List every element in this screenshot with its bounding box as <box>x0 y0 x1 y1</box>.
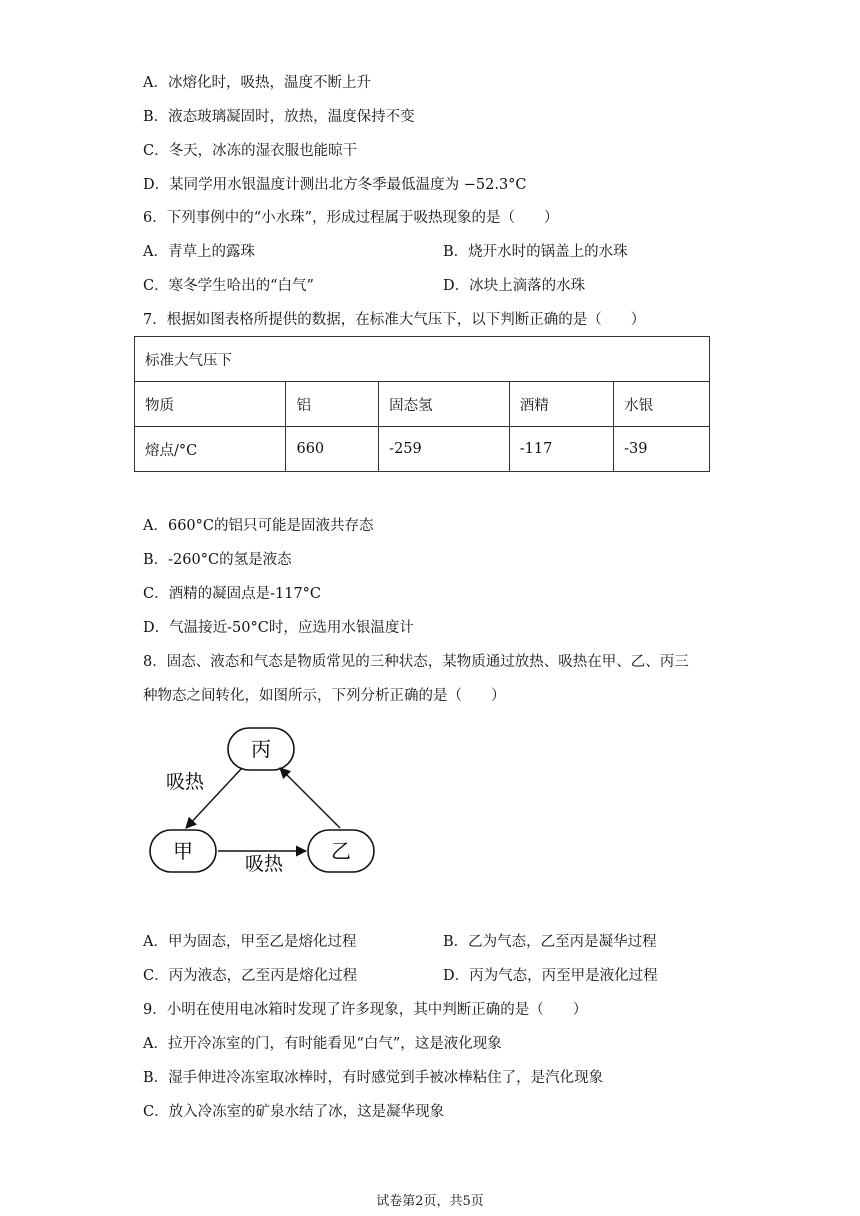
melting-point-table <box>134 336 710 472</box>
text-line: 9．小明在使用电冰箱时发现了许多现象，其中判断正确的是（ ） <box>143 1002 588 1018</box>
edge-label-absorb-left: 吸热 <box>166 771 205 793</box>
table-cell: 酒精 <box>509 382 613 427</box>
node-bing-label: 丙 <box>251 737 271 761</box>
text-line: 8．固态、液态和气态是物质常见的三种状态，某物质通过放热、吸热在甲、乙、丙三 <box>143 654 689 670</box>
table-caption: 标准大气压下 <box>135 337 710 382</box>
table-cell: 铝 <box>286 382 379 427</box>
text-line: C．寒冬学生哈出的“白气” <box>143 278 314 294</box>
text-line: A．青草上的露珠 <box>143 244 255 260</box>
node-jia-label: 甲 <box>173 839 193 863</box>
table-caption-row <box>135 337 710 382</box>
text-line: D．气温接近-50°C时，应选用水银温度计 <box>143 620 414 636</box>
node-yi-label: 乙 <box>331 839 351 863</box>
text-line: A．拉开冷冻室的门，有时能看见“白气”，这是液化现象 <box>143 1036 502 1052</box>
text-line: A．甲为固态，甲至乙是熔化过程 <box>143 934 357 950</box>
option-item: B．乙为气态，乙至丙是凝华过程 <box>443 934 657 950</box>
table-header-row <box>135 382 710 427</box>
text-line: A．冰熔化时，吸热，温度不断上升 <box>143 75 371 91</box>
table-cell: 固态氢 <box>379 382 510 427</box>
edge-label-absorb-bottom: 吸热 <box>245 853 284 875</box>
table-cell: 熔点/°C <box>135 427 286 472</box>
table-cell: -39 <box>614 427 710 472</box>
table-row <box>135 427 710 472</box>
text-line: 7．根据如图表格所提供的数据，在标准大气压下，以下判断正确的是（ ） <box>143 312 646 328</box>
text-line: A．660°C的铝只可能是固液共存态 <box>143 518 374 534</box>
option-item: D．丙为气态，丙至甲是液化过程 <box>443 968 658 984</box>
page-footer: 试卷第2页，共5页 <box>376 1194 484 1209</box>
table-cell: 物质 <box>135 382 286 427</box>
text-line: C．放入冷冻室的矿泉水结了冰，这是凝华现象 <box>143 1104 445 1120</box>
text-line: C．冬天，冰冻的湿衣服也能晾干 <box>143 143 358 159</box>
arrow-yi-to-bing <box>280 768 340 828</box>
option-item: D．冰块上滴落的水珠 <box>443 278 586 294</box>
table-cell: -117 <box>509 427 613 472</box>
table-cell: -259 <box>379 427 510 472</box>
text-line: 种物态之间转化，如图所示，下列分析正确的是（ ） <box>143 688 506 704</box>
text-line: 6．下列事例中的“小水珠”，形成过程属于吸热现象的是（ ） <box>143 210 559 226</box>
text-line: C．酒精的凝固点是-117°C <box>143 586 322 602</box>
text-line: D．某同学用水银温度计测出北方冬季最低温度为 −52.3°C <box>143 177 527 193</box>
table-cell: 水银 <box>614 382 710 427</box>
text-line: B．湿手伸进冷冻室取冰棒时，有时感觉到手被冰棒粘住了，是汽化现象 <box>143 1070 604 1086</box>
text-line: B．-260°C的氢是液态 <box>143 552 292 568</box>
text-line: B．液态玻璃凝固时，放热，温度保持不变 <box>143 109 415 125</box>
text-line: C．丙为液态，乙至丙是熔化过程 <box>143 968 358 984</box>
option-item: B．烧开水时的锅盖上的水珠 <box>443 244 628 260</box>
state-change-diagram <box>140 722 390 882</box>
table-cell: 660 <box>286 427 379 472</box>
